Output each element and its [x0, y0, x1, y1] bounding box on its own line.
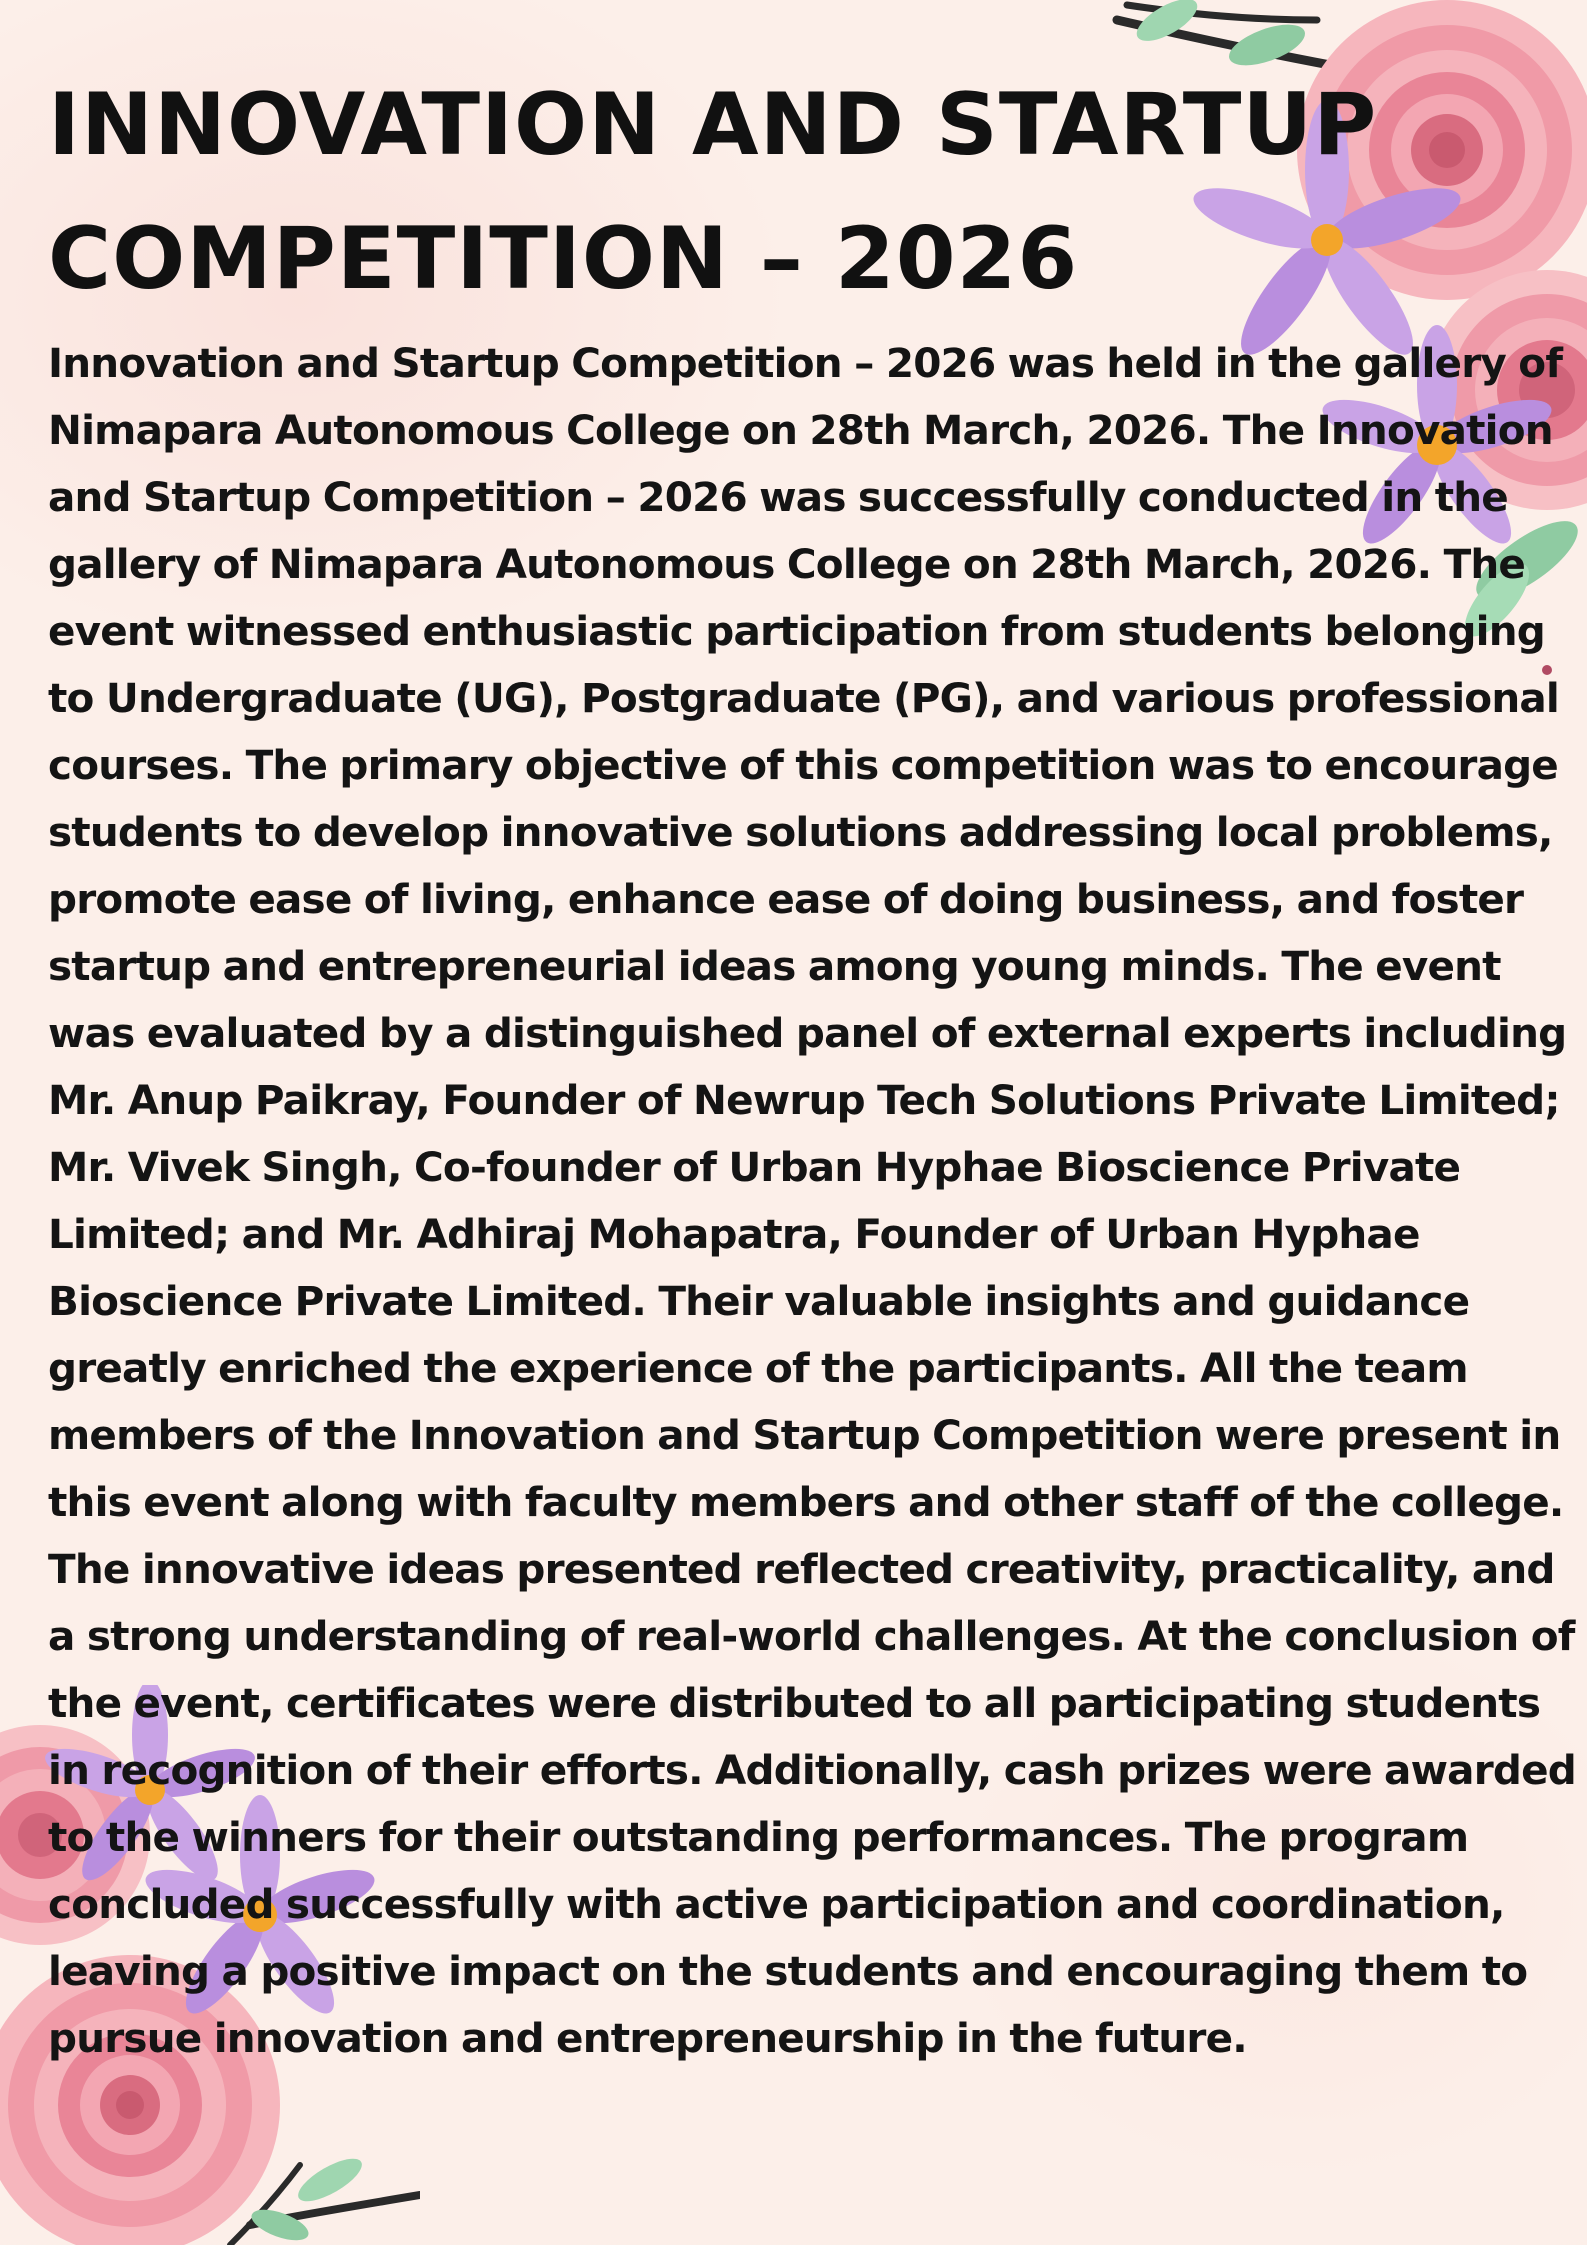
page-title: INNOVATION AND STARTUP COMPETITION – 2026: [48, 75, 1378, 309]
body-paragraph: Innovation and Startup Competition – 2026 was held in the gallery of Nimapara Autonomous College on 28th March, 2026. The Innovation and Startup Competition – 2026 was successfully conducted in the gallery of Nimapara Autonomous College on 28th March, 2026. The event witnessed enthusiastic participation from students belonging to Undergraduate (UG), Postgraduate (PG), and various professional courses. The primary objective of this competition was to encourage students to develop innovative solutions addressing local problems, promote ease of living, enhance ease of doing business, and foster startup and entrepreneurial ideas among young minds. The event was evaluated by a distinguished panel of external experts including Mr. Anup Paikray, Founder of Newrup Tech Solutions Private Limited; Mr. Vivek Singh, Co-founder of Urban Hyphae Bioscience Private Limited; and Mr. Adhiraj Mohapatra, Founder of Urban Hyphae Bioscience Private Limited. Their valuable insights and guidance greatly enriched the experience of the participants. All the team members of the Innovation and Startup Competition were present in this event along with faculty members and other staff of the college. The innovative ideas presented reflected creativity, practicality, and a strong understanding of real-world challenges. At the conclusion of the event, certificates were distributed to all participating students in recognition of their efforts. Additionally, cash prizes were awarded to the winners for their outstanding performances. The program concluded successfully with active participation and coordination, leaving a positive impact on the students and encouraging them to pursue innovation and entrepreneurship in the future.: [48, 339, 1576, 2062]
document-content: [48, 58, 1578, 2072]
